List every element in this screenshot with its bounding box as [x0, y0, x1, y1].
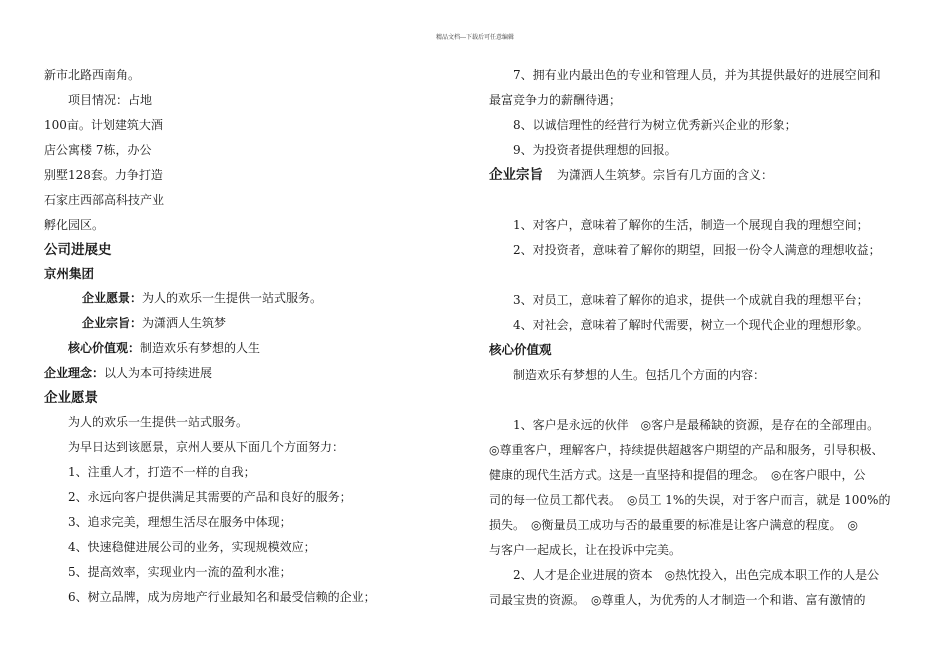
list-item: 7、拥有业内最出色的专业和管理人员，并为其提供最好的进展空间和 — [513, 68, 881, 82]
idea-text: 以人为本可持续进展 — [104, 366, 213, 380]
section-heading-tenet: 企业宗旨 — [489, 167, 543, 183]
text-line: 为早日达到该愿景，京州人要从下面几个方面努力： — [68, 440, 345, 454]
idea-line — [44, 364, 464, 389]
right-column — [489, 66, 909, 616]
group-heading: 京州集团 — [44, 266, 95, 281]
section-heading-core-values: 核心价值观 — [489, 342, 552, 357]
left-column — [44, 66, 464, 613]
list-item: 9、为投资者提供理想的回报。 — [513, 143, 677, 157]
list-item: 1、注重人才，打造不一样的自我； — [68, 465, 256, 479]
vision-line — [44, 289, 464, 314]
tenet-intro: 为潇洒人生筑梦。宗旨有几方面的含义： — [557, 168, 774, 182]
text-line: 为人的欢乐一生提供一站式服务。 — [68, 415, 249, 429]
text-line: ◎尊重客户，理解客户，持续提供超越客户期望的产品和服务，引导积极、 — [489, 443, 884, 457]
tenet-line — [44, 314, 464, 339]
list-item: 2、对投资者，意味着了解你的期望，回报一份令人满意的理想收益； — [513, 243, 881, 257]
list-item: 8、以诚信理性的经营行为树立优秀新兴企业的形象； — [513, 118, 797, 132]
text-line: 最富竞争力的薪酬待遇； — [489, 93, 622, 107]
text-line: 健康的现代生活方式。这是一直坚持和提倡的理念。 ◎在客户眼中，公 — [489, 468, 866, 482]
list-item: 6、树立品牌，成为房地产行业最知名和最受信赖的企业； — [68, 590, 376, 604]
text-line: 损失。 ◎衡量员工成功与否的最重要的标准是让客户满意的程度。 ◎ — [489, 518, 858, 532]
idea-label: 企业理念： — [44, 366, 105, 380]
list-item: 2、永远向客户提供满足其需要的产品和良好的服务； — [68, 490, 352, 504]
list-item: 4、快速稳健进展公司的业务，实现规模效应； — [68, 540, 316, 554]
text-line: 孵化园区。 — [44, 218, 105, 232]
list-item: 3、对员工，意味着了解你的追求，提供一个成就自我的理想平台； — [513, 293, 869, 307]
blank-line — [489, 391, 909, 416]
core-value-line — [44, 339, 464, 364]
section-heading-vision: 企业愿景 — [44, 390, 98, 406]
list-item: 3、追求完美，理想生活尽在服务中体现； — [68, 515, 292, 529]
blank-line — [489, 266, 909, 291]
text-line: 店公寓楼 7栋，办公 — [44, 143, 152, 157]
vision-text: 为人的欢乐一生提供一站式服务。 — [142, 291, 323, 305]
page-header: 精品文档---下载后可任意编辑 — [435, 34, 515, 41]
text-line: 新市北路西南角。 — [44, 68, 141, 82]
list-item: 4、对社会，意味着了解时代需要，树立一个现代企业的理想形象。 — [513, 318, 869, 332]
core-value-text: 制造欢乐有梦想的人生 — [140, 341, 261, 355]
text-line: 制造欢乐有梦想的人生。包括几个方面的内容： — [513, 368, 766, 382]
list-item: 5、提高效率，实现业内一流的盈利水准； — [68, 565, 292, 579]
blank-line — [489, 191, 909, 216]
text-line: 与客户一起成长，让在投诉中完美。 — [489, 543, 682, 557]
tenet-label: 企业宗旨： — [82, 316, 143, 330]
core-value-label: 核心价值观： — [68, 341, 141, 355]
text-line: 1、客户是永远的伙伴 ◎客户是最稀缺的资源，是存在的全部理由。 — [513, 418, 880, 432]
text-line: 别墅128套。力争打造 — [44, 168, 163, 182]
text-line: 司最宝贵的资源。 ◎尊重人，为优秀的人才制造一个和谐、富有激情的 — [489, 593, 866, 607]
text-line: 石家庄西部高科技产业 — [44, 193, 165, 207]
tenet-heading-line — [489, 166, 909, 191]
text-line: 司的每一位员工都代表。 ◎员工 1%的失误，对于客户而言，就是 100%的 — [489, 493, 891, 507]
vision-label: 企业愿景： — [82, 291, 143, 305]
tenet-text: 为潇洒人生筑梦 — [142, 316, 227, 330]
text-line: 项目情况：占地 — [68, 93, 153, 107]
section-heading-history: 公司进展史 — [44, 242, 112, 258]
list-item: 1、对客户，意味着了解你的生活，制造一个展现自我的理想空间； — [513, 218, 869, 232]
text-line: 100亩。计划建筑大酒 — [44, 118, 163, 132]
text-line: 2、人才是企业进展的资本 ◎热忱投入，出色完成本职工作的人是公 — [513, 568, 880, 582]
